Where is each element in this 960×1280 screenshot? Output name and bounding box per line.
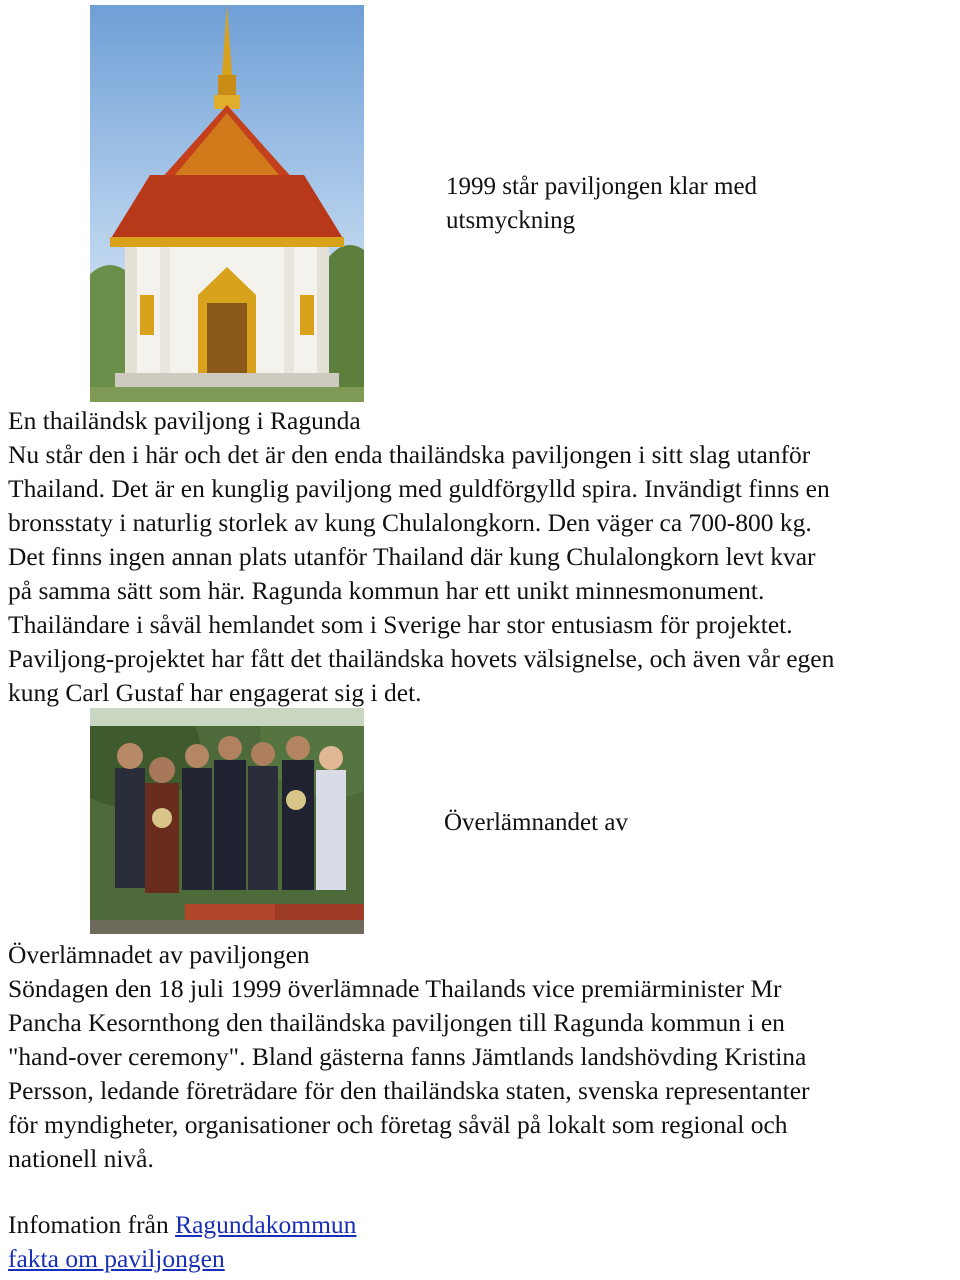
paragraph-line: "hand-over ceremony". Bland gästerna fanns Jämtlands landshövding Kristina — [8, 1042, 807, 1071]
paragraph-line: för myndigheter, organisationer och företag såväl på lokalt som regional och — [8, 1110, 788, 1139]
facts-line — [8, 1242, 958, 1276]
paragraph-line: Pancha Kesornthong den thailändska paviljongen till Ragunda kommun i en — [8, 1008, 785, 1037]
paragraph-line: kung Carl Gustaf har engagerat sig i det. — [8, 678, 422, 707]
paragraph-line: Söndagen den 18 juli 1999 överlämnade Thailands vice premiärminister Mr — [8, 974, 782, 1003]
paragraph-line: Nu står den i här och det är den enda thailändska paviljongen i sitt slag utanför — [8, 440, 811, 469]
ceremony-photo — [90, 708, 364, 934]
caption-line: 1999 står paviljongen klar med — [446, 173, 758, 200]
pavilion-photo — [90, 5, 364, 402]
info-line — [8, 1208, 958, 1242]
ceremony-caption: Överlämnandet av — [444, 809, 628, 836]
paragraph-line: Thailändare i såväl hemlandet som i Sverige har stor entusiasm för projektet. — [8, 610, 793, 639]
paragraph-line: nationell nivå. — [8, 1144, 154, 1173]
section-title: Överlämnadet av paviljongen — [8, 940, 310, 969]
section-title: En thailändsk paviljong i Ragunda — [8, 406, 361, 435]
facts-link[interactable]: fakta om paviljongen — [8, 1244, 225, 1273]
paragraph-line: på samma sätt som här. Ragunda kommun har ett unikt minnesmonument. — [8, 576, 765, 605]
paragraph-line: Thailand. Det är en kunglig paviljong med guldförgylld spira. Invändigt finns en — [8, 474, 830, 503]
ragundakommun-link[interactable]: Ragundakommun — [175, 1210, 357, 1239]
paragraph-line: Paviljong-projektet har fått det thailändska hovets välsignelse, och även vår egen — [8, 644, 835, 673]
paragraph-line: Persson, ledande företrädare för den thailändska staten, svenska representanter — [8, 1076, 810, 1105]
pavilion-caption — [446, 170, 886, 238]
paragraph-line: Det finns ingen annan plats utanför Thailand där kung Chulalongkorn levt kvar — [8, 542, 816, 571]
paragraph-line: bronsstaty i naturlig storlek av kung Chulalongkorn. Den väger ca 700-800 kg. — [8, 508, 812, 537]
info-prefix: Infomation från — [8, 1210, 169, 1239]
caption-line: utsmyckning — [446, 207, 576, 234]
